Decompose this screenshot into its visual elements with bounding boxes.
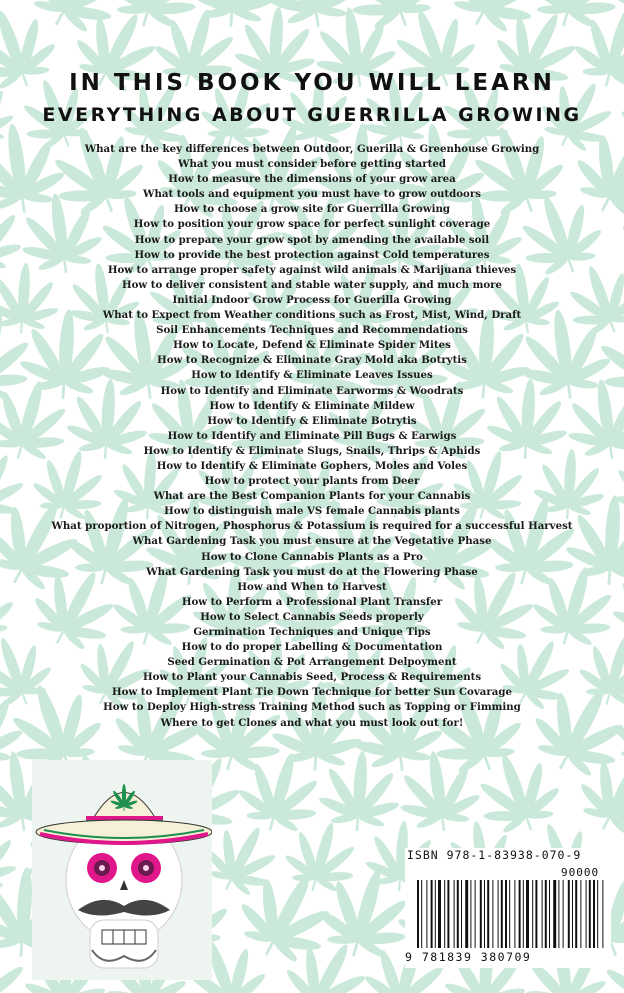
topic-item: How to Implement Plant Tie Down Technique for better Sun Covarage bbox=[112, 686, 512, 699]
barcode-bar bbox=[580, 880, 581, 948]
barcode-bar bbox=[558, 880, 559, 948]
topic-item: How to Identify and Eliminate Earworms & Woodrats bbox=[160, 384, 464, 397]
barcode-bar bbox=[438, 880, 441, 948]
topic-item: How to Identify and Eliminate Pill Bugs & Earwigs bbox=[167, 429, 457, 442]
barcode-bar bbox=[549, 880, 550, 948]
barcode-bar bbox=[553, 880, 556, 948]
barcode-bar bbox=[572, 880, 573, 948]
barcode-bar bbox=[480, 880, 482, 948]
topic-item: How to deliver consistent and stable water supply, and much more bbox=[122, 278, 502, 291]
sugar-skull-sombrero-icon bbox=[32, 760, 212, 980]
topic-item: What are the key differences between Outdoor, Guerilla & Greenhouse Growing bbox=[84, 143, 540, 155]
barcode-bar bbox=[568, 880, 570, 948]
barcode-bar bbox=[475, 880, 476, 948]
topic-item: How to Select Cannabis Seeds properly bbox=[200, 610, 424, 623]
topic-item: How to distinguish male VS female Cannabis plants bbox=[164, 505, 460, 518]
topic-item: How to do proper Labelling & Documentation bbox=[181, 641, 443, 654]
barcode-bar bbox=[484, 880, 485, 948]
barcode-bar bbox=[593, 880, 595, 948]
topic-item: What proportion of Nitrogen, Phosphorus & Potassium is required for a successful Harvest bbox=[51, 520, 573, 533]
barcode-bar bbox=[470, 880, 471, 948]
barcode-bar bbox=[417, 880, 419, 948]
barcode-bar bbox=[435, 880, 436, 948]
barcode-bar bbox=[444, 880, 445, 948]
topic-item: Germination Techniques and Unique Tips bbox=[193, 626, 431, 638]
topic-item: Where to get Clones and what you must look out for! bbox=[160, 716, 464, 729]
topic-item: How and When to Harvest bbox=[237, 580, 387, 593]
barcode-bar bbox=[532, 880, 533, 948]
isbn-barcode bbox=[405, 848, 611, 968]
heading-line-1: IN THIS BOOK YOU WILL LEARN bbox=[69, 70, 555, 96]
barcode-bar bbox=[421, 880, 422, 948]
barcode-bar bbox=[431, 880, 433, 948]
barcode-bar bbox=[542, 880, 543, 948]
heading-line-2: EVERYTHING ABOUT GUERRILLA GROWING bbox=[42, 104, 582, 126]
barcode-bar bbox=[457, 880, 459, 948]
topic-item: How to arrange proper safety against wild animals & Marijuana thieves bbox=[107, 263, 517, 276]
topic-item: How to provide the best protection against Cold temperatures bbox=[134, 248, 490, 261]
topic-item: How to Plant your Cannabis Seed, Process & Requirements bbox=[142, 671, 482, 684]
barcode-bar bbox=[597, 880, 598, 948]
topic-item: How to protect your plants from Deer bbox=[204, 475, 420, 488]
topic-item: How to Identify & Eliminate Leaves Issues bbox=[191, 369, 433, 382]
barcode-bar bbox=[535, 880, 537, 948]
barcode-bar bbox=[447, 880, 449, 948]
barcode-bar bbox=[426, 880, 427, 948]
barcode-bar bbox=[589, 880, 591, 948]
barcode-bar bbox=[487, 880, 489, 948]
topic-item: How to Identify & Eliminate Gophers, Moles and Voles bbox=[156, 459, 468, 472]
barcode-bar bbox=[454, 880, 455, 948]
barcode-bar bbox=[505, 880, 507, 948]
topic-item: How to Identify & Eliminate Mildew bbox=[209, 399, 415, 412]
topic-item: What to Expect from Weather conditions such as Frost, Mist, Wind, Draft bbox=[102, 309, 522, 322]
barcode-bar bbox=[492, 880, 493, 948]
topic-item: What are the Best Companion Plants for your Cannabis bbox=[153, 490, 471, 503]
barcode-bar bbox=[526, 880, 529, 948]
topic-item: How to prepare your grow spot by amending the available soil bbox=[134, 233, 490, 246]
barcode-digits: 9 781839 380709 bbox=[405, 950, 532, 964]
topic-item: How to Identify & Eliminate Botrytis bbox=[207, 414, 417, 427]
topic-item: How to choose a grow site for Guerrilla Growing bbox=[173, 203, 451, 216]
barcode-bar bbox=[501, 880, 503, 948]
isbn-number: ISBN 978-1-83938-070-9 bbox=[407, 848, 582, 862]
barcode-bar bbox=[545, 880, 547, 948]
barcode-bar bbox=[602, 880, 603, 948]
topic-item: What Gardening Task you must ensure at the Vegetative Phase bbox=[132, 535, 492, 548]
topic-item: What you must consider before getting started bbox=[178, 158, 446, 171]
topic-item: Initial Indoor Grow Process for Guerilla Growing bbox=[172, 293, 452, 306]
cannabis-leaf-icon bbox=[0, 818, 21, 893]
barcode-bar bbox=[498, 880, 499, 948]
topic-item: How to Clone Cannabis Plants as a Pro bbox=[201, 550, 423, 563]
barcode-bar bbox=[586, 880, 587, 948]
topic-item: How to Recognize & Eliminate Gray Mold aka Botrytis bbox=[157, 354, 467, 367]
topic-item: How to position your grow space for perfect sunlight coverage bbox=[133, 218, 491, 231]
topic-item: How to Perform a Professional Plant Transfer bbox=[181, 595, 443, 608]
barcode-bar bbox=[509, 880, 510, 948]
topic-item: How to measure the dimensions of your grow area bbox=[168, 173, 456, 186]
barcode-bar bbox=[563, 880, 564, 948]
topic-item: How to Locate, Defend & Eliminate Spider Mites bbox=[173, 339, 451, 352]
topic-item: How to Deploy High-stress Training Method such as Topping or Fimming bbox=[103, 701, 521, 714]
topic-item: Seed Germination & Pot Arrangement Delpoyment bbox=[167, 656, 457, 669]
topic-item: What Gardening Task you must do at the Flowering Phase bbox=[146, 565, 478, 578]
barcode-bar bbox=[465, 880, 468, 948]
topic-item: What tools and equipment you must have to grow outdoors bbox=[143, 188, 481, 201]
barcode-bar bbox=[575, 880, 577, 948]
topic-item: How to Identify & Eliminate Slugs, Snails, Thrips & Aphids bbox=[143, 444, 481, 457]
topic-item: Soil Enhancements Techniques and Recommendations bbox=[156, 324, 468, 337]
barcode-bar bbox=[461, 880, 462, 948]
barcode-bar bbox=[519, 880, 521, 948]
price-code: 90000 bbox=[561, 866, 600, 879]
topic-list bbox=[0, 142, 624, 731]
cannabis-leaf-icon bbox=[519, 0, 624, 39]
barcode-bar bbox=[514, 880, 515, 948]
barcode-bar bbox=[523, 880, 524, 948]
